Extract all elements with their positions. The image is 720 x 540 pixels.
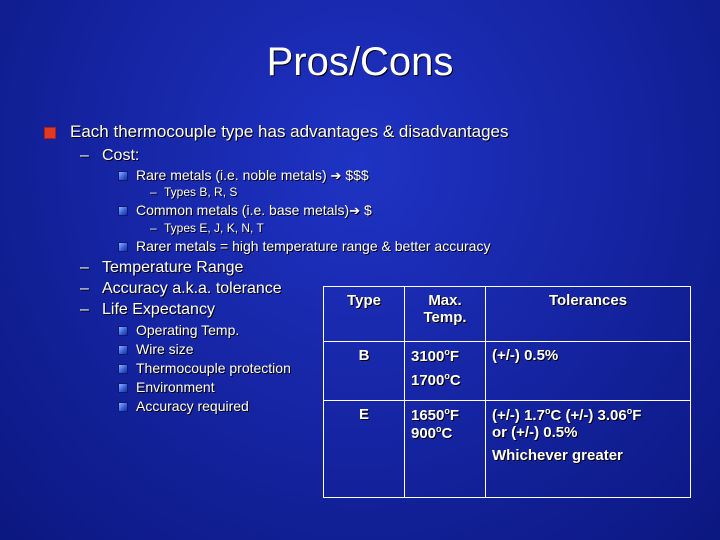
bullet-rare-types: – Types B, R, S (150, 185, 238, 199)
arrow-right-icon: ➔ (349, 203, 361, 218)
cell-type: B (324, 342, 405, 401)
square-bullet-icon (118, 242, 128, 252)
cell-type: E (324, 401, 405, 498)
square-bullet-icon (118, 383, 128, 393)
rare-metals-text: Rare metals (i.e. noble metals) (136, 167, 327, 183)
header-max-temp: Max. Temp. (405, 287, 486, 342)
cell-tolerance: (+/-) 1.7$^o$C (+/-) 3.06$^o$F or (+/-) 0.5% Whichever greater (486, 401, 691, 498)
arrow-right-icon: ➔ (330, 168, 342, 183)
bullet-temperature-range: – Temperature Range (80, 259, 244, 276)
main-bullet (44, 122, 509, 142)
life-expectancy-text: Life Expectancy (102, 301, 215, 318)
tolerance-table (323, 286, 691, 498)
bullet-common-metals (118, 202, 372, 219)
square-bullet-icon (118, 171, 128, 181)
bullet-cost: – Cost: (80, 147, 140, 164)
cell-max-temp: 3100$^o$F 1700$^o$C (405, 342, 486, 401)
life-item-text: Accuracy required (136, 398, 249, 414)
main-bullet-text: Each thermocouple type has advantages & disadvantages (70, 122, 509, 141)
tolerance-note: Whichever greater (492, 447, 623, 464)
accuracy-text: Accuracy a.k.a. tolerance (102, 280, 282, 297)
bullet-cost-text: Cost: (102, 147, 140, 164)
life-item-text: Environment (136, 379, 215, 395)
square-bullet-icon (118, 364, 128, 374)
bullet-accuracy: – Accuracy a.k.a. tolerance (80, 280, 282, 297)
square-bullet-icon (118, 206, 128, 216)
square-bullet-icon (118, 402, 128, 412)
square-bullet-icon (44, 127, 56, 139)
bullet-rare-metals (118, 167, 369, 184)
temperature-range-text: Temperature Range (102, 259, 244, 276)
table-header-row (324, 287, 691, 342)
common-types-text: Types E, J, K, N, T (164, 221, 264, 235)
slide-title: Pros/Cons (266, 40, 454, 84)
life-item-text: Thermocouple protection (136, 360, 291, 376)
table-row (324, 401, 691, 498)
list-item (118, 341, 194, 357)
bullet-life-expectancy: – Life Expectancy (80, 301, 215, 318)
header-type: Type (324, 287, 405, 342)
life-item-text: Operating Temp. (136, 322, 240, 338)
square-bullet-icon (118, 345, 128, 355)
bullet-common-types: – Types E, J, K, N, T (150, 221, 264, 235)
common-metals-text: Common metals (i.e. base metals) (136, 202, 350, 218)
rare-metals-cost: $$$ (345, 167, 369, 183)
list-item (118, 379, 215, 395)
header-tolerances: Tolerances (486, 287, 691, 342)
list-item (118, 360, 291, 376)
square-bullet-icon (118, 326, 128, 336)
table-row (324, 342, 691, 401)
rare-types-text: Types B, R, S (164, 185, 238, 199)
list-item (118, 322, 239, 338)
list-item (118, 398, 249, 414)
rarer-metals-text: Rarer metals = high temperature range & better accuracy (136, 238, 491, 254)
bullet-rarer-metals (118, 238, 490, 254)
cell-max-temp: 1650$^o$F 900$^o$C (405, 401, 486, 498)
cell-tolerance: (+/-) 0.5% (486, 342, 691, 401)
common-metals-cost: $ (363, 202, 372, 218)
life-item-text: Wire size (136, 341, 194, 357)
